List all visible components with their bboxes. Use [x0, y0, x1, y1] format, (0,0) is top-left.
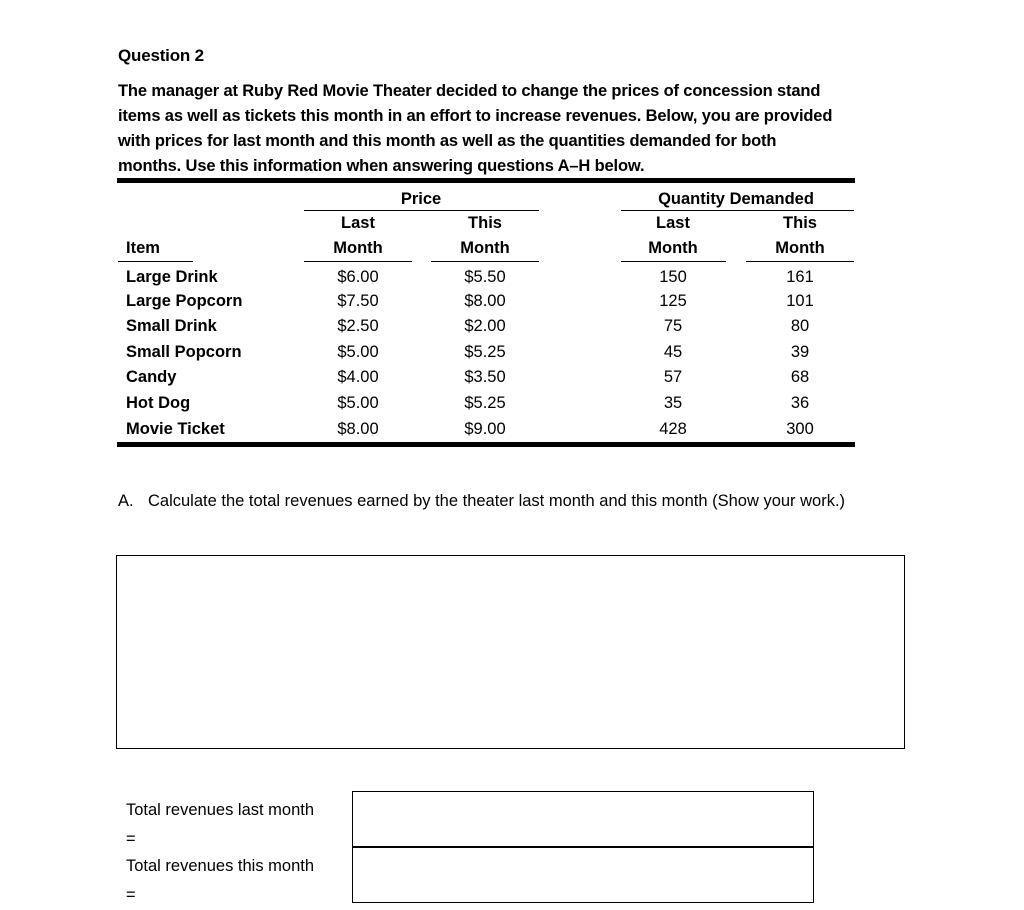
- price-group-rule: [304, 210, 539, 211]
- price-this-cell: $9.00: [464, 420, 506, 438]
- price-last-cell: $6.00: [337, 268, 379, 286]
- price-this-header-line2: Month: [460, 239, 510, 257]
- qty-last-header-line1: Last: [656, 214, 690, 232]
- total-this-month-equals: =: [126, 886, 136, 904]
- qty-last-cell: 35: [663, 394, 683, 412]
- qty-this-cell: 300: [786, 420, 814, 438]
- qty-this-header-line2: Month: [775, 239, 825, 257]
- price-last-cell: $7.50: [337, 292, 379, 310]
- price-this-cell: $5.50: [464, 268, 506, 286]
- price-this-header-rule: [431, 261, 539, 262]
- price-last-cell: $5.00: [337, 343, 379, 361]
- price-last-cell: $2.50: [337, 317, 379, 335]
- qty-this-cell: 101: [786, 292, 814, 310]
- price-this-cell: $8.00: [464, 292, 506, 310]
- item-name: Large Drink: [126, 268, 218, 286]
- qty-last-cell: 125: [659, 292, 687, 310]
- price-group-header: Price: [400, 190, 442, 208]
- qty-this-cell: 80: [790, 317, 810, 335]
- price-last-cell: $4.00: [337, 368, 379, 386]
- price-this-header-line1: This: [468, 214, 502, 232]
- qty-last-cell: 150: [659, 268, 687, 286]
- qty-last-header-rule: [621, 261, 726, 262]
- table-bottom-rule: [117, 442, 855, 447]
- price-this-cell: $5.25: [464, 394, 506, 412]
- task-a-letter: A.: [118, 492, 134, 510]
- price-this-cell: $2.00: [464, 317, 506, 335]
- qty-this-cell: 36: [790, 394, 810, 412]
- total-last-month-equals: =: [126, 830, 136, 848]
- qty-this-header-line1: This: [783, 214, 817, 232]
- price-last-header-rule: [304, 261, 412, 262]
- task-a-text: Calculate the total revenues earned by the theater last month and this month (Show your work.): [148, 492, 846, 510]
- quantity-group-rule: [621, 210, 854, 211]
- total-last-month-text: Total revenues last month: [126, 801, 315, 819]
- quantity-group-header: Quantity Demanded: [658, 190, 814, 208]
- qty-last-cell: 75: [663, 317, 683, 335]
- price-last-cell: $8.00: [337, 420, 379, 438]
- table-top-rule: [117, 178, 855, 183]
- price-last-cell: $5.00: [337, 394, 379, 412]
- qty-this-header-rule: [746, 261, 854, 262]
- question-title: Question 2: [118, 46, 204, 65]
- item-name: Small Drink: [126, 317, 217, 335]
- intro-line: The manager at Ruby Red Movie Theater decided to change the prices of concession stand: [118, 82, 821, 100]
- item-header-rule: [118, 261, 193, 262]
- qty-this-cell: 161: [786, 268, 814, 286]
- qty-last-cell: 57: [663, 368, 683, 386]
- total-last-month-label: [126, 796, 314, 854]
- total-this-month-label: [126, 852, 314, 910]
- price-this-cell: $3.50: [464, 368, 506, 386]
- intro-line: with prices for last month and this month as well as the quantities demanded for both: [118, 132, 777, 150]
- price-last-header-line2: Month: [333, 239, 383, 257]
- item-name: Large Popcorn: [126, 292, 243, 310]
- item-name: Hot Dog: [126, 394, 191, 412]
- item-header: Item: [126, 239, 160, 257]
- intro-line: items as well as tickets this month in an effort to increase revenues. Below, you are provided: [118, 107, 833, 125]
- qty-this-cell: 68: [790, 368, 810, 386]
- work-answer-box[interactable]: [116, 555, 905, 749]
- item-name: Movie Ticket: [126, 420, 225, 438]
- item-name: Small Popcorn: [126, 343, 242, 361]
- total-this-month-input[interactable]: [352, 847, 814, 903]
- qty-this-cell: 39: [790, 343, 810, 361]
- qty-last-cell: 45: [663, 343, 683, 361]
- item-name: Candy: [126, 368, 177, 386]
- qty-last-cell: 428: [659, 420, 687, 438]
- price-this-cell: $5.25: [464, 343, 506, 361]
- intro-line: months. Use this information when answering questions A–H below.: [118, 157, 645, 175]
- qty-last-header-line2: Month: [648, 239, 698, 257]
- total-this-month-text: Total revenues this month: [126, 857, 315, 875]
- question-intro: [118, 79, 918, 179]
- total-last-month-input[interactable]: [352, 791, 814, 847]
- price-last-header-line1: Last: [341, 214, 375, 232]
